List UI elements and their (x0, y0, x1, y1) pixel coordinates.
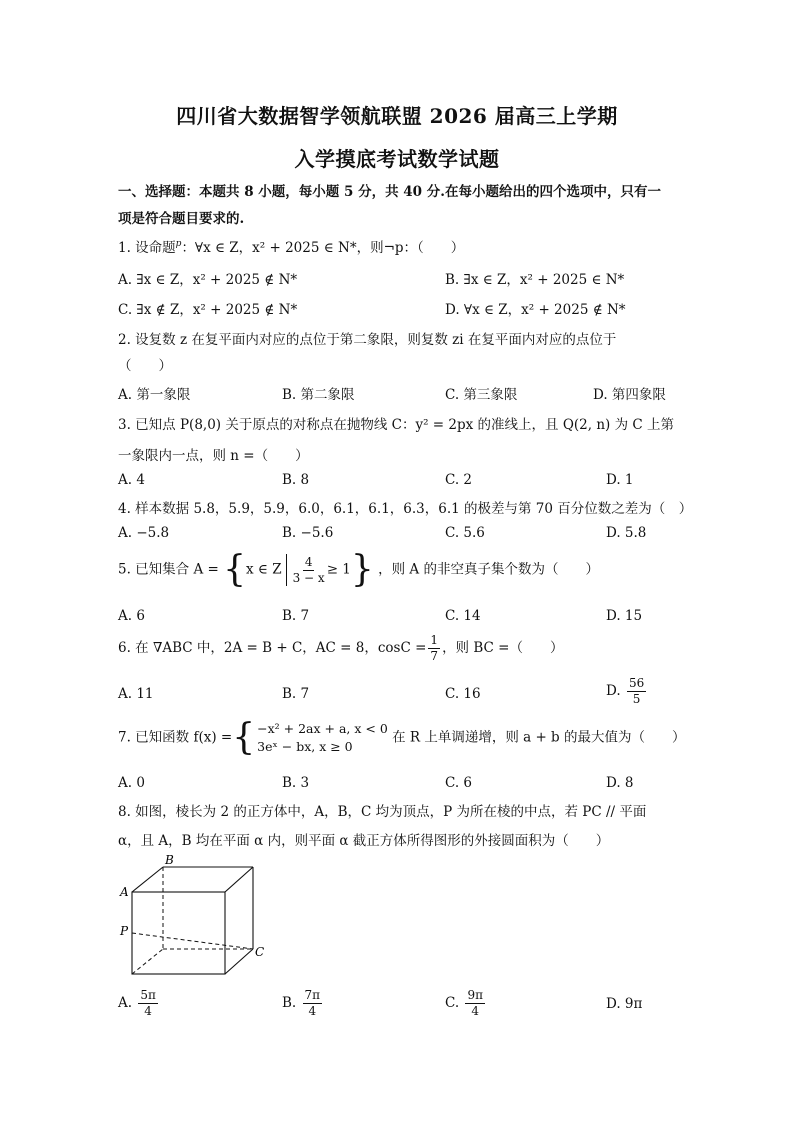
q3-stem-line1: 3. 已知点 P(8,0) 关于原点的对称点在抛物线 C：y² = 2px 的准线上，且 Q(2, n) 为 C 上第 (118, 417, 674, 433)
q6-post: ，则 BC =（ ） (442, 640, 564, 656)
cube-edge (225, 949, 253, 974)
cube-hidden-edge (132, 949, 163, 974)
q5-fraction (293, 555, 325, 586)
q7-stem (118, 717, 686, 759)
cube-figure (115, 852, 275, 982)
q5-post: ，则 A 的非空真子集个数为（ ） (378, 561, 599, 578)
q3-option-b: B. 8 (282, 472, 310, 488)
q5-option-c: C. 14 (445, 608, 481, 624)
q8-option-c-den: 4 (471, 1004, 480, 1018)
q5-right-brace: } (350, 549, 374, 590)
q8-option-d: D. 9π (606, 996, 643, 1012)
label-b: B (165, 853, 174, 867)
exam-title-line1: 四川省大数据智学领航联盟 2026 届高三上学期 (176, 104, 618, 128)
q1-stem-a: 1. 设命题 (118, 240, 176, 256)
segment-pc (132, 933, 253, 949)
q6-frac-num: 1 (430, 633, 439, 647)
q5-stem (118, 549, 599, 590)
q8-option-b-num: 7π (304, 988, 321, 1002)
q2-option-a: A. 第一象限 (118, 387, 191, 403)
q4-stem: 4. 样本数据 5.8，5.9，5.9，6.0，6.1，6.1，6.3，6.1 的极差与第 70 百分位数之差为（ ） (118, 501, 693, 517)
q5-option-d: D. 15 (606, 608, 643, 624)
q8-option-a (118, 988, 160, 1019)
q6-option-b: B. 7 (282, 686, 310, 702)
q7-option-a: A. 0 (118, 775, 145, 791)
q8-option-b-den: 4 (308, 1004, 317, 1018)
q6-option-c: C. 16 (445, 686, 481, 702)
q4-option-c: C. 5.6 (445, 525, 485, 541)
q7-option-b: B. 3 (282, 775, 310, 791)
q2-stem-line2: （ ） (118, 358, 172, 374)
q7-piecewise (257, 720, 388, 756)
q2-stem-line1: 2. 设复数 z 在复平面内对应的点位于第二象限，则复数 zi 在复平面内对应的点位于 (118, 332, 617, 348)
q5-cond: ≥ 1 (326, 561, 351, 578)
label-a: A (120, 885, 129, 899)
q3-option-c: C. 2 (445, 472, 473, 488)
q1-option-b: B. ∃x ∈ Z，x² + 2025 ∈ N* (445, 272, 625, 288)
cube-front-face (132, 892, 225, 974)
q7-post: 在 R 上单调递增，则 a + b 的最大值为（ ） (392, 729, 686, 746)
q1-option-d: D. ∀x ∈ Z，x² + 2025 ∉ N* (445, 302, 626, 318)
q5-left-brace: { (223, 549, 247, 590)
q1-option-a: A. ∃x ∈ Z，x² + 2025 ∉ N* (118, 272, 298, 288)
q4-option-d: D. 5.8 (606, 525, 647, 541)
q8-option-c-label: C. (445, 995, 460, 1011)
q8-option-b-label: B. (282, 995, 297, 1011)
q5-option-b: B. 7 (282, 608, 310, 624)
q4-option-a: A. −5.8 (118, 525, 170, 541)
q3-stem-line2: 一象限内一点，则 n =（ ） (118, 448, 309, 464)
q7-option-c: C. 6 (445, 775, 473, 791)
section-header-line2: 项是符合题目要求的. (118, 211, 245, 227)
q1-stem (118, 236, 464, 256)
q5-frac-den: 3 − x (292, 570, 325, 585)
q3-option-d: D. 1 (606, 472, 634, 488)
q8-option-c (445, 988, 487, 1019)
q6-option-d-num: 56 (628, 676, 645, 690)
q8-stem-line2: α，且 A，B 均在平面 α 内，则平面 α 截正方体所得图形的外接圆面积为（ ） (118, 833, 610, 849)
q8-option-a-fraction (138, 988, 158, 1019)
q3-option-a: A. 4 (118, 472, 145, 488)
q2-option-c: C. 第三象限 (445, 387, 518, 403)
q4-option-b: B. −5.6 (282, 525, 334, 541)
q1-option-c: C. ∃x ∉ Z，x² + 2025 ∉ N* (118, 302, 298, 318)
q2-option-d: D. 第四象限 (593, 387, 666, 403)
q5-frac-num: 4 (304, 554, 313, 569)
label-p: P (120, 924, 129, 938)
cube-edge (132, 867, 163, 892)
q8-option-b-fraction (303, 988, 323, 1019)
q8-option-b (282, 988, 324, 1019)
q6-option-d (606, 676, 648, 707)
q5-set-var: x ∈ Z (246, 561, 282, 578)
exam-title-line2: 入学摸底考试数学试题 (294, 147, 500, 171)
q6-frac-den: 7 (430, 649, 439, 663)
q8-stem-line1: 8. 如图，棱长为 2 的正方体中，A，B，C 均为顶点，P 为所在棱的中点，若 PC // 平面 (118, 804, 647, 820)
q6-stem (118, 633, 563, 664)
label-c: C (255, 945, 265, 959)
q6-option-d-fraction (627, 676, 646, 707)
q8-option-c-fraction (465, 988, 485, 1019)
q7-case-brace: { (232, 717, 256, 759)
q8-option-a-label: A. (118, 995, 133, 1011)
q6-option-a: A. 11 (118, 686, 154, 702)
cube-edge (225, 867, 253, 892)
q6-pre: 6. 在 ∇ABC 中，2A = B + C，AC = 8，cosC = (118, 640, 427, 656)
q5-option-a: A. 6 (118, 608, 145, 624)
q7-option-d: D. 8 (606, 775, 634, 791)
q2-option-b: B. 第二象限 (282, 387, 355, 403)
q6-fraction (428, 633, 440, 664)
q5-set-bar (286, 554, 287, 586)
q6-option-d-den: 5 (632, 692, 641, 706)
q8-option-a-num: 5π (140, 988, 156, 1002)
q7-pre: 7. 已知函数 f(x) = (118, 729, 233, 746)
q7-case-1: −x² + 2ax + a, x < 0 (257, 721, 388, 736)
q8-option-a-den: 4 (144, 1004, 152, 1018)
q1-stem-b: ：∀x ∈ Z，x² + 2025 ∈ N*，则¬p：（ ） (181, 240, 465, 256)
q6-option-d-label: D. (606, 683, 621, 699)
q8-option-c-num: 9π (467, 988, 483, 1002)
section-header-line1: 一、选择题：本题共 8 小题，每小题 5 分，共 40 分.在每小题给出的四个选项中，只有一 (118, 184, 661, 200)
q5-pre: 5. 已知集合 A = (118, 561, 219, 578)
q7-case-2: 3eˣ − bx, x ≥ 0 (257, 739, 353, 755)
q1-p: p (175, 239, 182, 249)
